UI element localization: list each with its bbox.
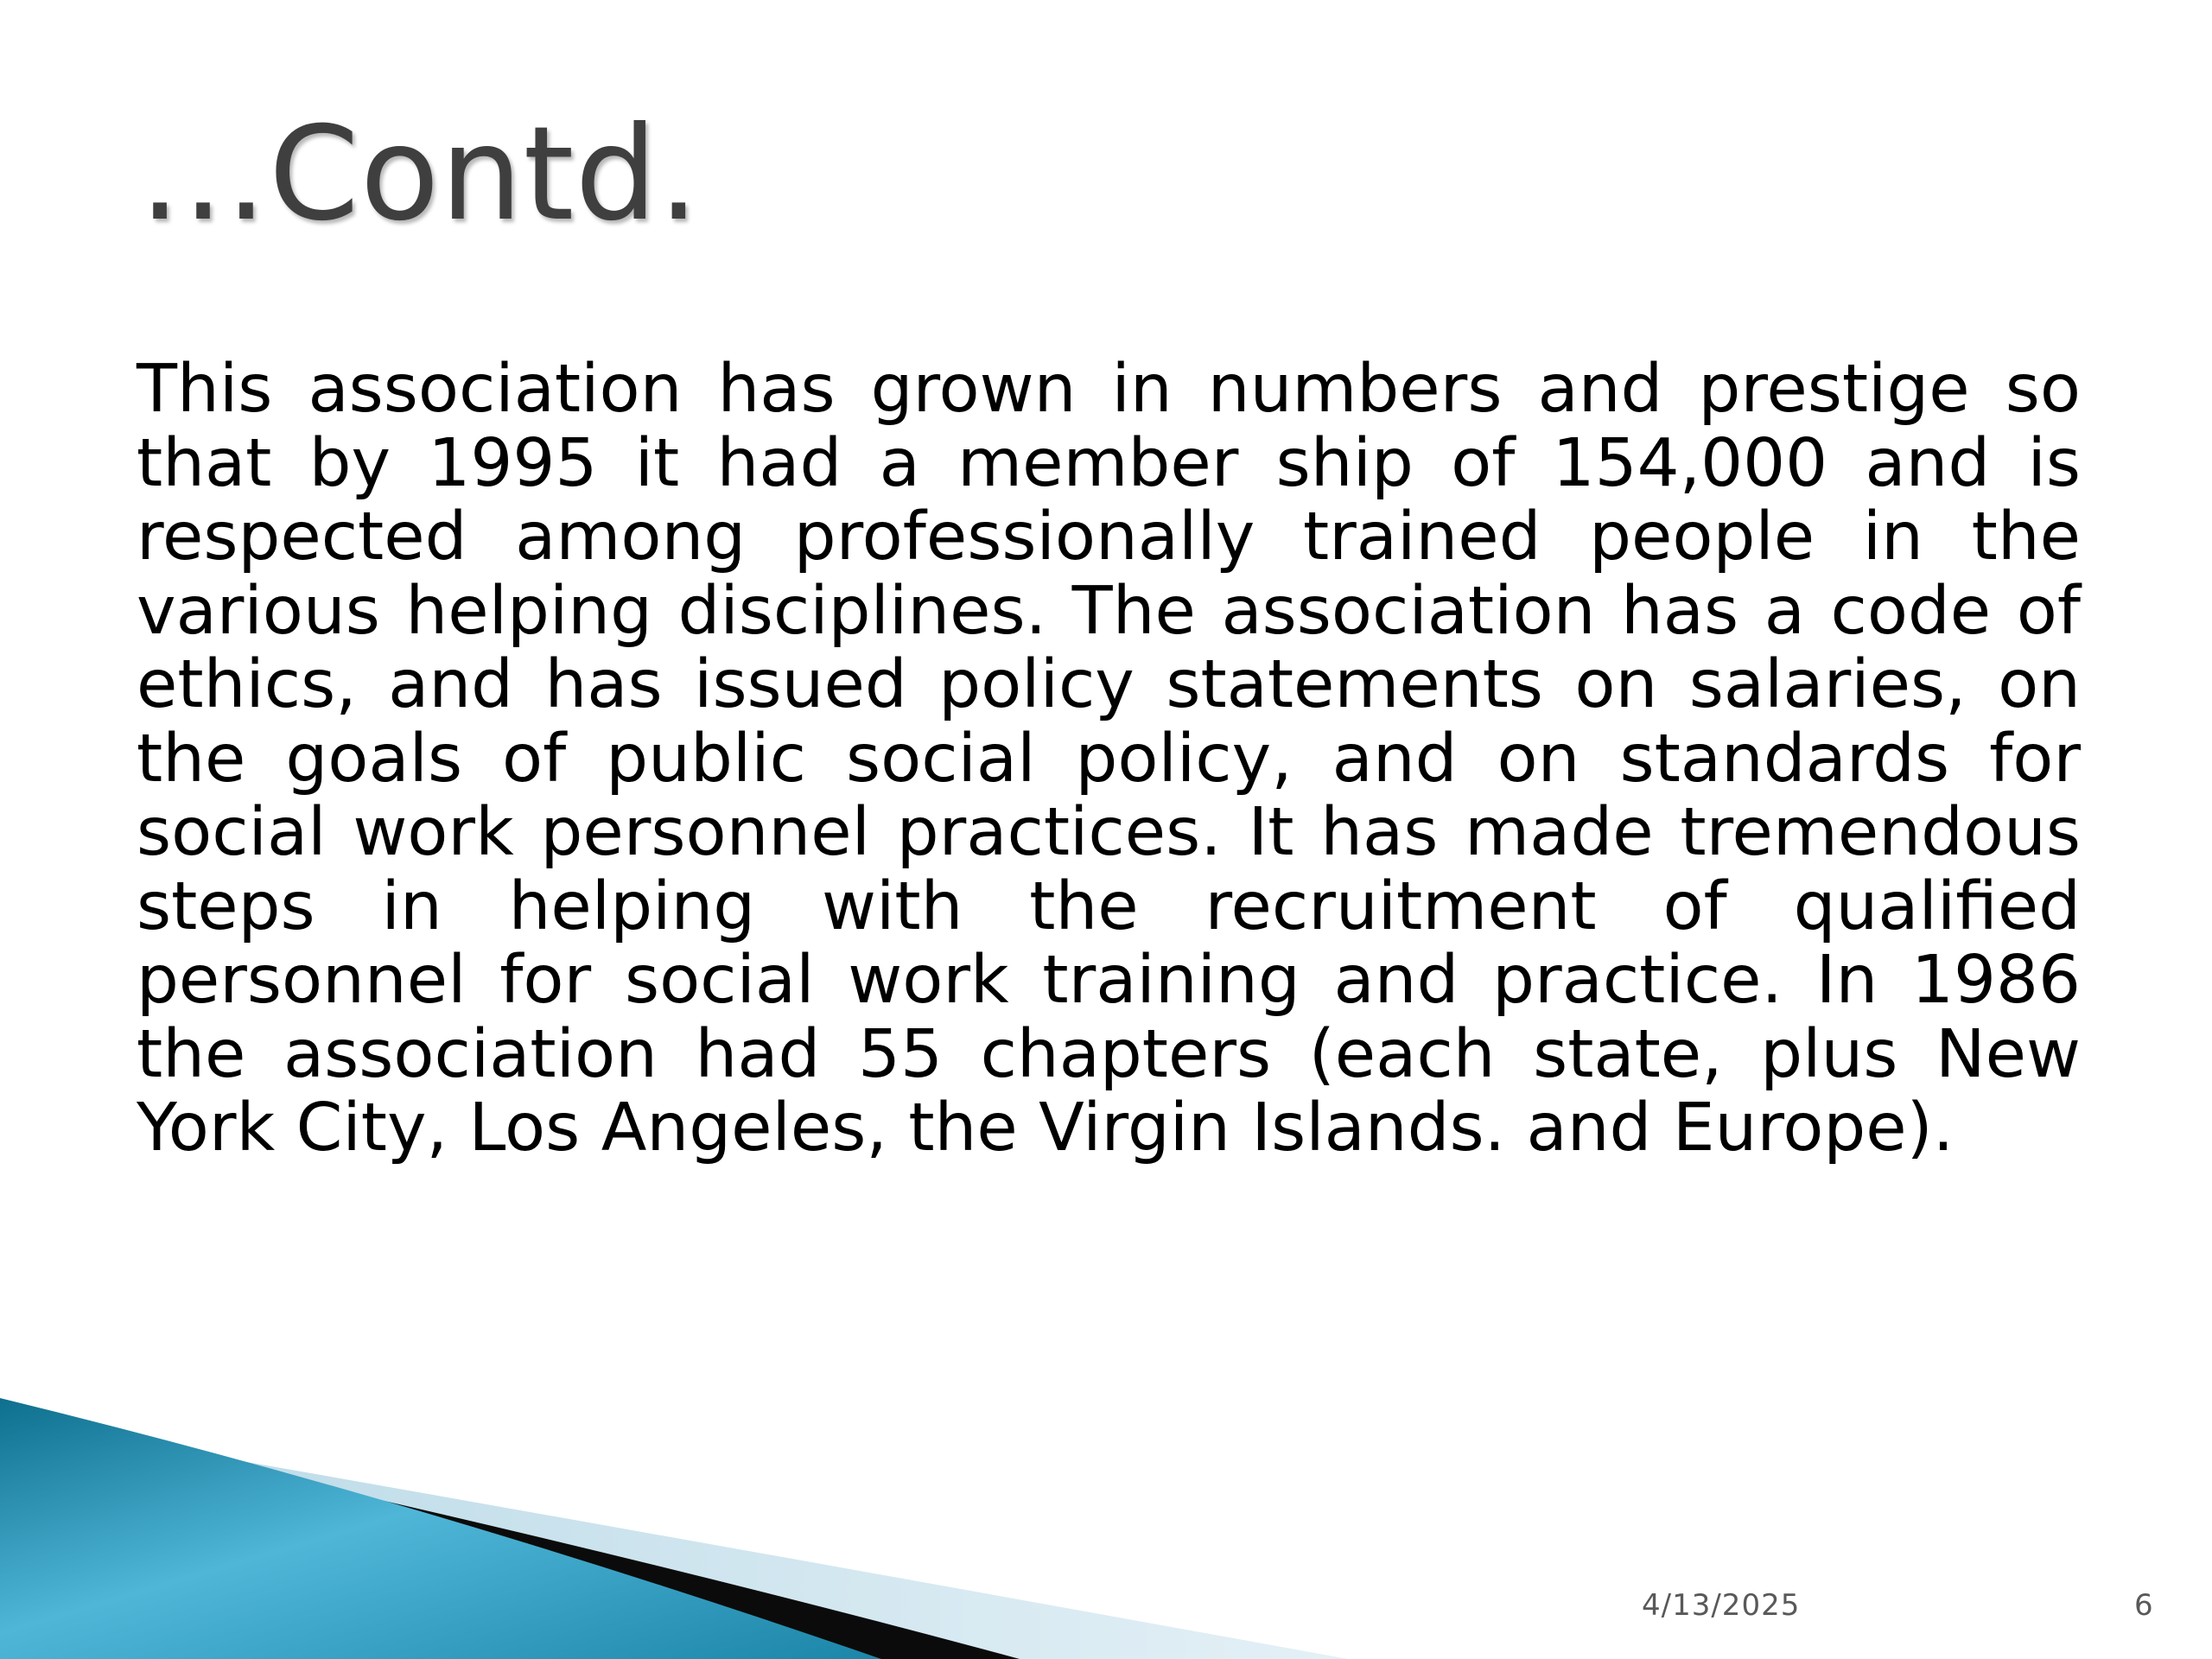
- teal-wedge: [0, 1398, 881, 1659]
- dark-swoosh-band: [86, 1434, 1020, 1659]
- slide-title: …Contd.: [138, 99, 701, 250]
- slide-body-paragraph: This association has grown in numbers and prestige so that by 1995 it had a member ship of 154,000 and is respected among professionally trained people in the various helping disciplines. The association has a code of ethics, and has issued policy statements on salaries, on the goals of public social policy, and on standards for social work personnel practices. It has made tremendous steps in helping with the recruitment of qualified personnel for social work training and practice. In 1986 the association had 55 chapters (each state, plus New York City, Los Angeles, the Virgin Islands. and Europe).: [137, 351, 2081, 1166]
- footer-date: 4/13/2025: [1642, 1588, 1801, 1623]
- footer-page-number: 6: [2134, 1588, 2153, 1623]
- light-blue-swoosh: [130, 1441, 1348, 1659]
